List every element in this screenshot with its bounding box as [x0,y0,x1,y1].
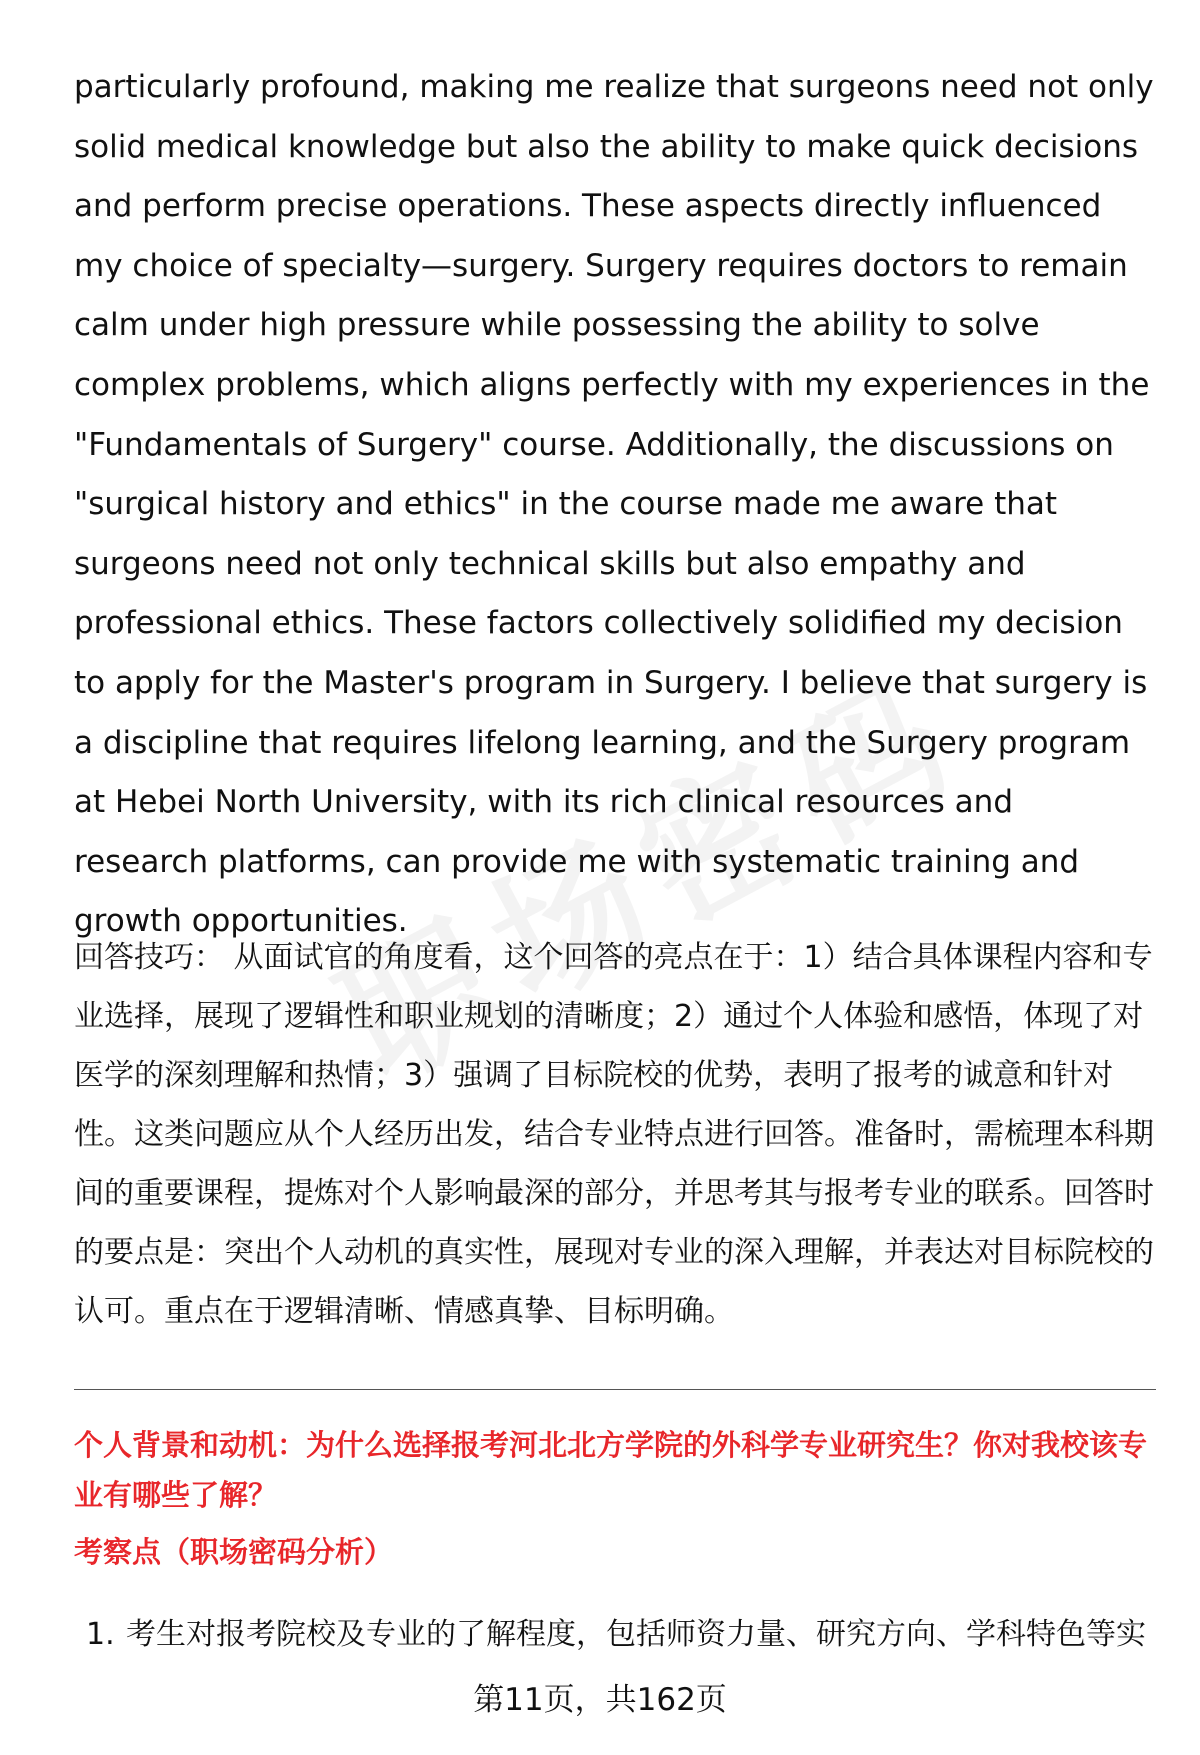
examination-points-heading: 考察点（职场密码分析） [74,1535,394,1569]
question-heading: 个人背景和动机：为什么选择报考河北北方学院的外科学专业研究生？你对我校该专业有哪些了解？ [74,1428,1148,1512]
list-item-number: 1. [86,1617,115,1652]
examination-points-list [86,1611,1166,1659]
english-answer-paragraph: particularly profound, making me realize that surgeons need not only solid medical knowledge but also the ability to make quick decisions and perform precise operations. These aspects directly influenced my choice of specialty—surgery. Surgery requires doctors to remain calm under high pressure while possessing the ability to solve complex problems, which aligns perfectly with my experiences in the "Fundamentals of Surgery" course. Additionally, the discussions on "surgical history and ethics" in the course made me aware that surgeons need not only technical skills but also empathy and professional ethics. These factors collectively solidified my decision to apply for the Master's program in Surgery. I believe that surgery is a discipline that requires lifelong learning, and the Surgery program at Hebei North University, with its rich clinical resources and research platforms, can provide me with systematic training and growth opportunities. [74,69,1154,940]
section-divider [74,1389,1156,1390]
answer-tips-paragraph: 回答技巧： 从面试官的角度看，这个回答的亮点在于：1）结合具体课程内容和专业选择，展现了逻辑性和职业规划的清晰度；2）通过个人体验和感悟，体现了对医学的深刻理解和热情；3）强调了目标院校的优势，表明了报考的诚意和针对性。这类问题应从个人经历出发，结合专业特点进行回答。准备时，需梳理本科期间的重要课程，提炼对个人影响最深的部分，并思考其与报考专业的联系。回答时的要点是：突出个人动机的真实性，展现对专业的深入理解，并表达对目标院校的认可。重点在于逻辑清晰、情感真挚、目标明确。 [74,940,1154,1329]
list-item-text: 考生对报考院校及专业的了解程度，包括师资力量、研究方向、学科特色等实 [126,1617,1146,1652]
list-item [86,1611,1166,1659]
page-footer: 第11页，共162页 [473,1682,727,1718]
